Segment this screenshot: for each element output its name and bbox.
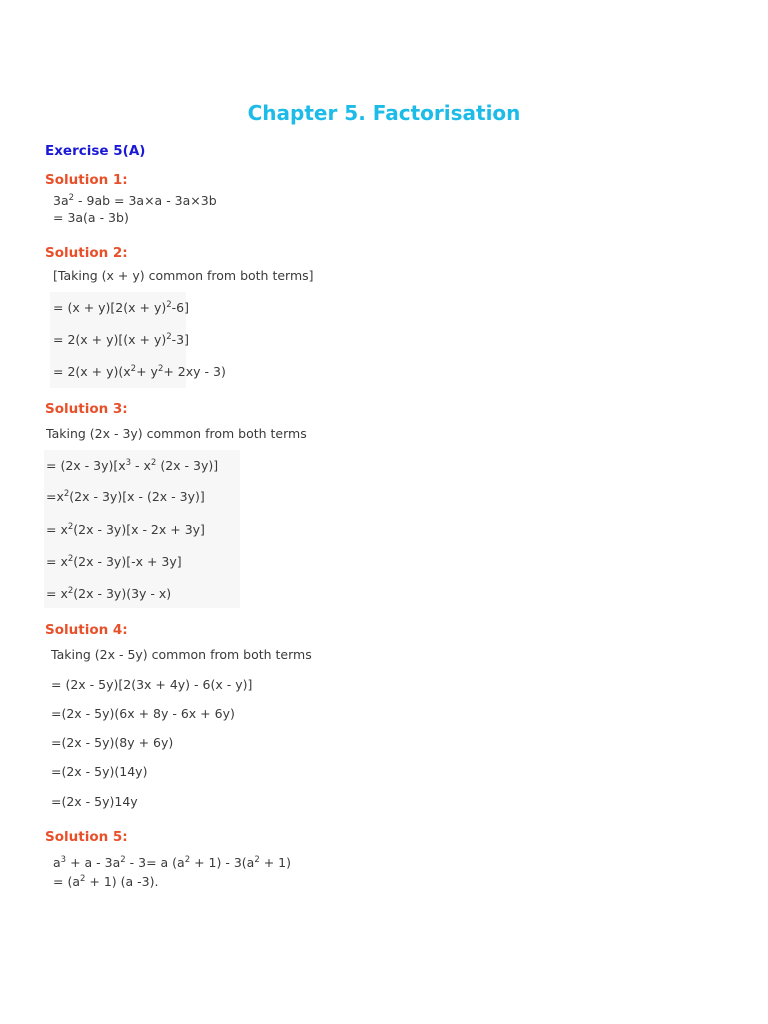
solution-1-line-2: = 3a(a - 3b) [53,210,129,225]
solution-2-line-4: = $2(x + y)(x^2+ y^2+ 2xy - 3)$ [53,364,226,379]
solution-3-heading: Solution 3: [45,401,128,417]
solution-4-line-6: =(2x - 5y)14y [51,794,138,809]
solution-1-line-1: $3a^2 - 9ab = 3a\times a - 3a\times 3b$ [53,193,217,208]
solution-2-heading: Solution 2: [45,245,128,261]
solution-5-heading: Solution 5: [45,829,128,845]
exercise-heading: Exercise 5(A) [45,143,146,159]
solution-4-line-4: =(2x - 5y)(8y + 6y) [51,735,174,750]
solution-1-heading: Solution 1: [45,172,128,188]
solution-4-line-5: =(2x - 5y)(14y) [51,764,148,779]
chapter-title: Chapter 5. Factorisation [247,101,521,125]
solution-3-line-4: = $x^2(2x - 3y)[x - 2x + 3y]$ [46,522,205,537]
solution-3-line-5: = $x^2(2x - 3y)[-x + 3y]$ [46,554,182,569]
solution-4-line-1: Taking (2x - 5y) common from both terms [51,647,312,662]
solution-4-line-3: =(2x - 5y)(6x + 8y - 6x + 6y) [51,706,235,721]
solution-5-line-1: $a^3 + a - 3a^2 - 3= a$ $(a^2 + 1) - 3(a^2 + 1)$ [53,855,291,870]
solution-5-line-2: = $(a^2 + 1)$ (a -3). [53,874,159,889]
solution-2-line-3: = $2(x + y)[(x + y)^2-3]$ [53,332,189,347]
solution-3-line-6: = $x^2(2x - 3y)(3y - x)$ [46,586,172,601]
solution-3-line-1: Taking (2x - 3y) common from both terms [46,426,307,441]
solution-3-line-2: = $(2x - 3y)[x^3 - x^2$ (2x - 3y)] [46,458,219,473]
solution-2-line-2: = $(x + y)[2(x + y)^2-6]$ [53,300,189,315]
solution-4-heading: Solution 4: [45,622,128,638]
solution-2-line-1: [Taking (x + y) common from both terms] [53,268,314,283]
solution-4-line-2: = (2x - 5y)[2(3x + 4y) - 6(x - y)] [51,677,253,692]
solution-3-line-3: $=x^2(2x - 3y)[x - (2x - 3y)]$ [46,489,205,504]
